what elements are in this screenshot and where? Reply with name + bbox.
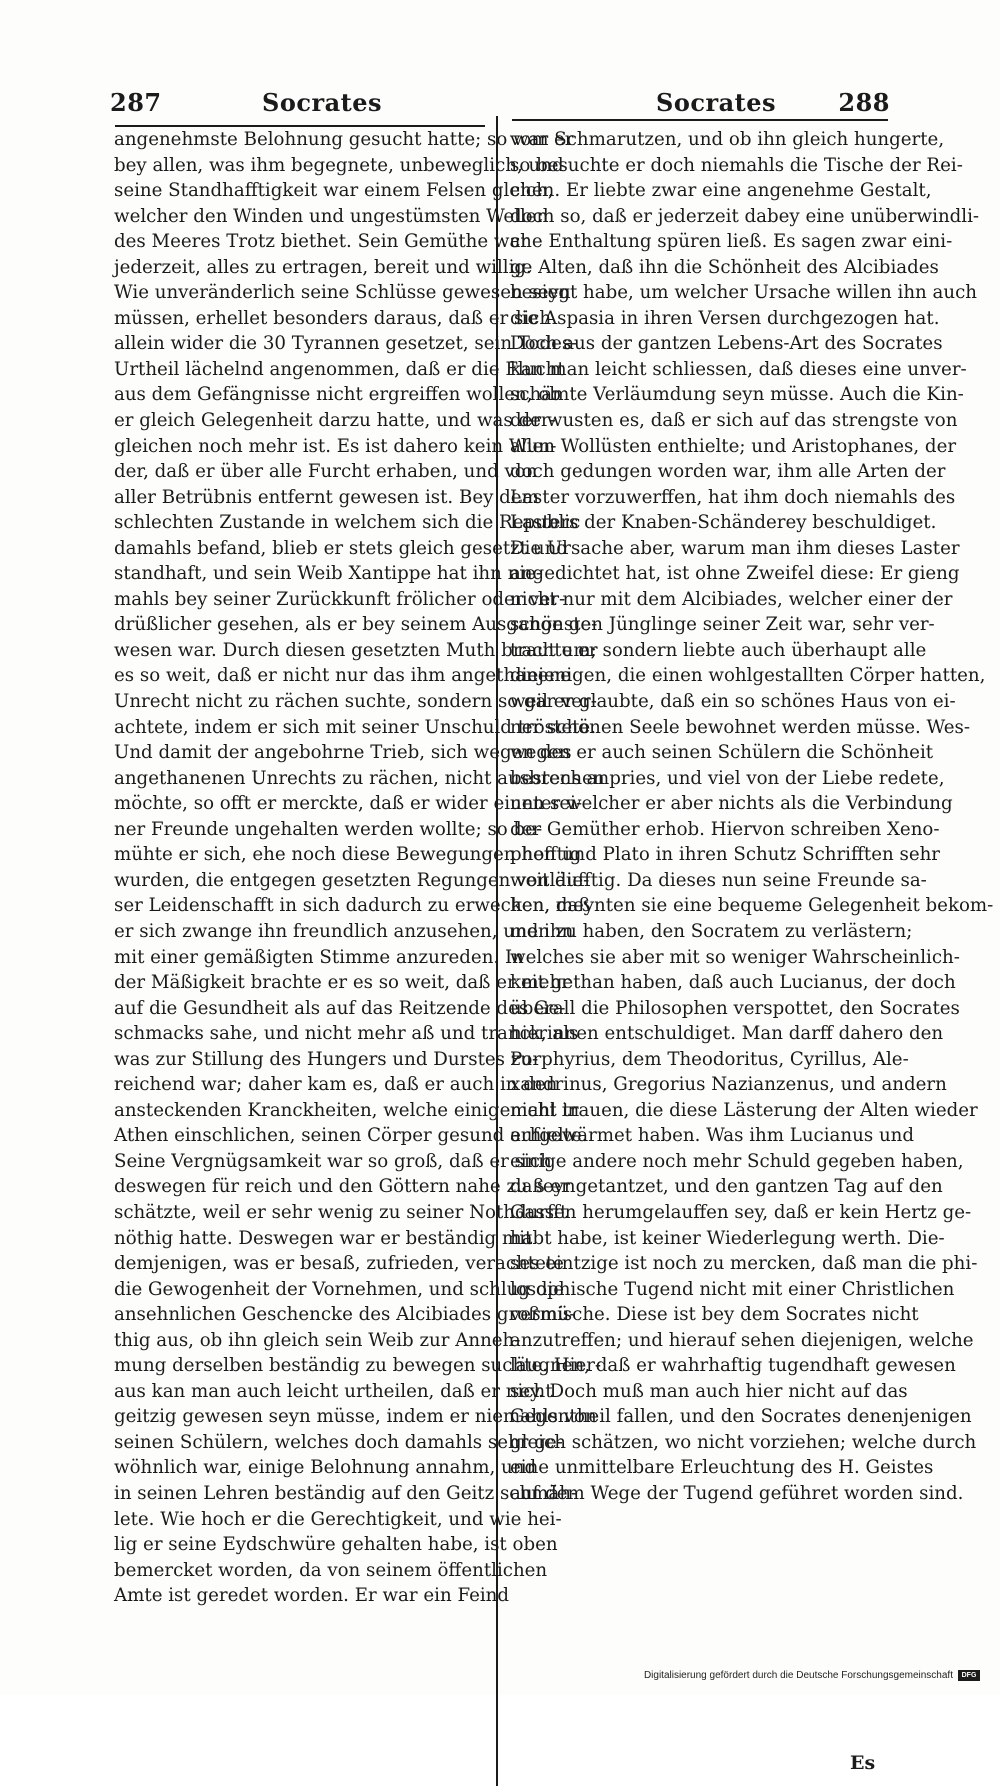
text-line: schmacks sahe, und nicht mehr aß und tranck, als bbox=[114, 1023, 579, 1045]
text-line: men zu haben, den Socratem zu verlästern; bbox=[510, 920, 913, 942]
text-line: phon und Plato in ihren Schutz Schrifften sehr bbox=[510, 844, 940, 866]
text-line: ge Alten, daß ihn die Schönheit des Alcibiades bbox=[510, 256, 939, 278]
text-line: seine Standhafftigkeit war einem Felsen gleich, bbox=[114, 180, 554, 202]
digitization-footer bbox=[644, 1670, 980, 1681]
text-line: der Mäßigkeit brachte er es so weit, daß er mehr bbox=[114, 972, 570, 994]
text-line: sey. Doch muß man auch hier nicht auf das bbox=[510, 1380, 908, 1402]
text-line: vermische. Diese ist bey dem Socrates nicht bbox=[510, 1304, 919, 1326]
text-line: Gassen herumgelauffen sey, daß er kein Hertz ge- bbox=[510, 1201, 972, 1223]
text-line: Laster vorzuwerffen, hat ihm doch niemahls des bbox=[510, 486, 956, 508]
text-line: hierinnen entschuldiget. Man darff dahero den bbox=[510, 1023, 944, 1045]
text-line: xandrinus, Gregorius Nazianzenus, und andern bbox=[510, 1074, 947, 1096]
text-line: so besuchte er doch niemahls die Tische der Rei- bbox=[510, 154, 963, 176]
text-line: lig er seine Eydschwüre gehalten habe, ist oben bbox=[114, 1534, 558, 1556]
text-line: deswegen für reich und den Göttern nahe zu seyn bbox=[114, 1176, 576, 1198]
text-line: bey allen, was ihm begegnete, unbeweglich, und bbox=[114, 154, 564, 176]
text-line: des Meeres Trotz biethet. Sein Gemüthe war bbox=[114, 231, 530, 253]
text-line: aufgewärmet haben. Was ihm Lucianus und bbox=[510, 1125, 915, 1147]
text-line: angenehmste Belohnung gesucht hatte; so war er bbox=[114, 129, 574, 150]
text-line: besiegt habe, um welcher Ursache willen ihn auch bbox=[510, 282, 978, 304]
text-line: überall die Philosophen verspottet, den Socrates bbox=[510, 997, 960, 1019]
text-line: damahls befand, blieb er stets gleich gesetzt und bbox=[114, 537, 568, 559]
text-line: diejenigen, die einen wohlgestallten Cörper hatten, bbox=[510, 665, 986, 687]
text-line: bestens anpries, und viel von der Liebe redete, bbox=[510, 767, 945, 789]
page-number-right: 288 bbox=[838, 88, 890, 117]
text-line: Seine Vergnügsamkeit war so groß, daß er sich bbox=[114, 1150, 552, 1172]
text-line: allen Wollüsten enthielte; und Aristophanes, der bbox=[510, 435, 957, 457]
text-line: chen. Er liebte zwar eine angenehme Gestalt, bbox=[510, 180, 932, 202]
text-line: eine unmittelbare Erleuchtung des H. Geistes bbox=[510, 1457, 934, 1479]
footer-text: Digitalisierung gefördert durch die Deutsche Forschungsgemeinschaft bbox=[643, 1670, 953, 1681]
text-line: jederzeit, alles zu ertragen, bereit und willig. bbox=[114, 256, 532, 278]
text-line: wegen er auch seinen Schülern die Schönheit bbox=[510, 742, 934, 764]
text-line: demjenigen, was er besaß, zufrieden, verachtete bbox=[114, 1253, 564, 1275]
text-line: nicht nur mit dem Alcibiades, welcher einer der bbox=[510, 588, 953, 610]
text-line: Athen einschlichen, seinen Cörper gesund erhielte. bbox=[114, 1125, 588, 1147]
text-line: ser Leidenschafft in sich dadurch zu erwecken, daß bbox=[114, 895, 591, 917]
text-line: möchte, so offt er merckte, daß er wider einen sei- bbox=[114, 793, 583, 815]
text-line: Amte ist geredet worden. Er war ein Feind bbox=[114, 1585, 510, 1607]
text-line: mühte er sich, ehe noch diese Bewegungen hefftig bbox=[114, 844, 582, 866]
text-line: geitzig gewesen seyn müsse, indem er niemahls von bbox=[114, 1406, 597, 1428]
text-line: nöthig hatte. Deswegen war er beständig mit bbox=[114, 1227, 533, 1249]
text-line: Porphyrius, dem Theodoritus, Cyrillus, Ale- bbox=[510, 1048, 909, 1070]
text-line: der wusten es, daß er sich auf das strengste von bbox=[510, 410, 958, 432]
text-line: die Gewogenheit der Vornehmen, und schlug die bbox=[114, 1278, 565, 1300]
text-line: welcher den Winden und ungestümsten Wellen bbox=[114, 205, 549, 227]
running-title-right: Socrates bbox=[656, 88, 777, 117]
text-line: ses eintzige ist noch zu mercken, daß man die phi- bbox=[510, 1253, 978, 1275]
text-line: seinen Schülern, welches doch damahls sehr ge- bbox=[114, 1431, 563, 1453]
text-line: traut um; sondern liebte auch überhaupt alle bbox=[510, 639, 927, 661]
text-line: müssen, erhellet besonders daraus, daß er sich bbox=[114, 307, 552, 329]
text-line: läugnen, daß er wahrhaftig tugendhaft gewesen bbox=[510, 1355, 956, 1377]
text-line: ner Freunde ungehalten werden wollte; so be- bbox=[114, 818, 543, 840]
text-line: lete. Wie hoch er die Gerechtigkeit, und wie hei- bbox=[114, 1508, 562, 1530]
text-line: er sich zwange ihn freundlich anzusehen, und ihn bbox=[114, 920, 574, 942]
text-line: nicht trauen, die diese Lästerung der Alten wieder bbox=[510, 1099, 978, 1121]
text-line: aus dem Gefängnisse nicht ergreiffen wollen, ob bbox=[114, 384, 561, 406]
text-line: drüßlicher gesehen, als er bey seinem Ausgange ge- bbox=[114, 614, 598, 636]
text-line: in seinen Lehren beständig auf den Geitz schmäh- bbox=[114, 1482, 578, 1504]
text-line: allein wider die 30 Tyrannen gesetzet, sein Todes- bbox=[114, 333, 578, 355]
text-line: thig aus, ob ihn gleich sein Weib zur Anneh- bbox=[114, 1329, 521, 1351]
text-line: er gleich Gelegenheit darzu hatte, und was der- bbox=[114, 410, 556, 432]
text-line: Wie unveränderlich seine Schlüsse gewesen seyn bbox=[114, 282, 571, 304]
text-line: unter welcher er aber nichts als die Verbindung bbox=[510, 793, 953, 815]
text-line: losophische Tugend nicht mit einer Christlichen bbox=[510, 1278, 955, 1300]
text-line: einige andere noch mehr Schuld gegeben haben, bbox=[510, 1150, 964, 1172]
text-line: Und damit der angebohrne Trieb, sich wegen des bbox=[114, 742, 572, 764]
text-line: gleichen noch mehr ist. Es ist dahero kein Wun- bbox=[114, 435, 557, 457]
text-line: weitläufftig. Da dieses nun seine Freunde sa- bbox=[510, 869, 927, 891]
text-line: angedichtet hat, ist ohne Zweifel diese: Er gieng bbox=[510, 563, 960, 585]
text-line: welches sie aber mit so weniger Wahrscheinlich- bbox=[510, 946, 960, 968]
text-line: der, daß er über alle Furcht erhaben, und von bbox=[114, 461, 538, 483]
page-number-left: 287 bbox=[110, 88, 162, 117]
text-line: wurden, die entgegen gesetzten Regungen von die- bbox=[114, 869, 590, 891]
text-line: standhaft, und sein Weib Xantippe hat ihn nie- bbox=[114, 563, 543, 585]
text-line: bemercket worden, da von seinem öffentlichen bbox=[114, 1559, 548, 1581]
text-line: doch so, daß er jederzeit dabey eine unüberwindli- bbox=[510, 205, 980, 227]
text-line: die Aspasia in ihren Versen durchgezogen hat. bbox=[510, 307, 940, 329]
text-line: Gegentheil fallen, und den Socrates denenjenigen bbox=[510, 1406, 972, 1428]
page-header bbox=[110, 88, 890, 122]
text-line: schlechten Zustande in welchem sich die Republic bbox=[114, 512, 581, 534]
text-line: Die Ursache aber, warum man ihm dieses Laster bbox=[510, 537, 960, 559]
text-line: angethanenen Unrechts zu rächen, nicht ausbrechen bbox=[114, 767, 605, 789]
text-line: ansteckenden Kranckheiten, welche einigemahl in bbox=[114, 1099, 580, 1121]
left-column-text bbox=[114, 127, 605, 1609]
header-rule-right bbox=[512, 119, 888, 121]
text-line: schönsten Jünglinge seiner Zeit war, sehr ver- bbox=[510, 614, 935, 636]
text-line: weil er glaubte, daß ein so schönes Haus von ei- bbox=[510, 691, 956, 713]
text-line: auf dem Wege der Tugend geführet worden sind. bbox=[510, 1482, 964, 1504]
text-line: mahls bey seiner Zurückkunft frölicher oder ver- bbox=[114, 588, 566, 610]
text-line: doch gedungen worden war, ihm alle Arten der bbox=[510, 461, 946, 483]
text-line: der Gemüther erhob. Hiervon schreiben Xeno- bbox=[510, 818, 940, 840]
text-line: aus kan man auch leicht urtheilen, daß er nicht bbox=[114, 1380, 553, 1402]
text-line: kan man leicht schliessen, daß dieses eine unver- bbox=[510, 358, 967, 380]
text-line: ansehnlichen Geschencke des Alcibiades großmü- bbox=[114, 1304, 576, 1326]
text-line: was zur Stillung des Hungers und Durstes zu- bbox=[114, 1048, 539, 1070]
text-line: schätzte, weil er sehr wenig zu seiner Nothdurfft bbox=[114, 1201, 568, 1223]
text-line: auf die Gesundheit als auf das Reitzende des Ge- bbox=[114, 997, 566, 1019]
text-line: es so weit, daß er nicht nur das ihm angethanene bbox=[114, 665, 571, 687]
text-line: vom Schmarutzen, und ob ihn gleich hungerte, bbox=[510, 129, 945, 150]
running-title-left: Socrates bbox=[262, 88, 383, 117]
text-line: Unrecht nicht zu rächen suchte, sondern so gar ver- bbox=[114, 691, 597, 713]
text-line: achtete, indem er sich mit seiner Unschuld tröstete. bbox=[114, 716, 596, 738]
text-line: gleich schätzen, wo nicht vorziehen; welche durch bbox=[510, 1431, 977, 1453]
text-line: aller Betrübnis entfernt gewesen ist. Bey dem bbox=[114, 486, 539, 508]
text-line: anzutreffen; und hierauf sehen diejenigen, welche bbox=[510, 1329, 974, 1351]
text-line: keit gethan haben, daß auch Lucianus, der doch bbox=[510, 972, 956, 994]
dfg-logo-icon: DFG bbox=[958, 1670, 980, 1681]
text-line: mung derselben beständig zu bewegen suchte. Hier- bbox=[114, 1355, 602, 1377]
text-line: Urtheil lächelnd angenommen, daß er die Flucht bbox=[114, 358, 565, 380]
right-column-text bbox=[510, 127, 994, 1507]
text-line: che Enthaltung spüren ließ. Es sagen zwar eini- bbox=[510, 231, 953, 253]
text-line: schämte Verläumdung seyn müsse. Auch die Kin- bbox=[510, 384, 964, 406]
text-line: reichend war; daher kam es, daß er auch in den bbox=[114, 1074, 558, 1096]
text-line: Lasters der Knaben-Schänderey beschuldiget. bbox=[510, 512, 937, 534]
text-line: ner schönen Seele bewohnet werden müsse. Wes- bbox=[510, 716, 970, 738]
text-line: wesen war. Durch diesen gesetzten Muth brachte er bbox=[114, 639, 598, 661]
text-line: hen, meynten sie eine bequeme Gelegenheit bekom- bbox=[510, 895, 994, 917]
text-line: mit einer gemäßigten Stimme anzureden. In bbox=[114, 946, 524, 968]
text-line: Doch aus der gantzen Lebens-Art des Socrates bbox=[510, 333, 943, 355]
catchword: Es bbox=[850, 1752, 876, 1774]
text-line: daß er getantzet, und den gantzen Tag auf den bbox=[510, 1176, 943, 1198]
text-line: habt habe, ist keiner Wiederlegung werth. Die- bbox=[510, 1227, 945, 1249]
text-line: wöhnlich war, einige Belohnung annahm, und bbox=[114, 1457, 537, 1479]
